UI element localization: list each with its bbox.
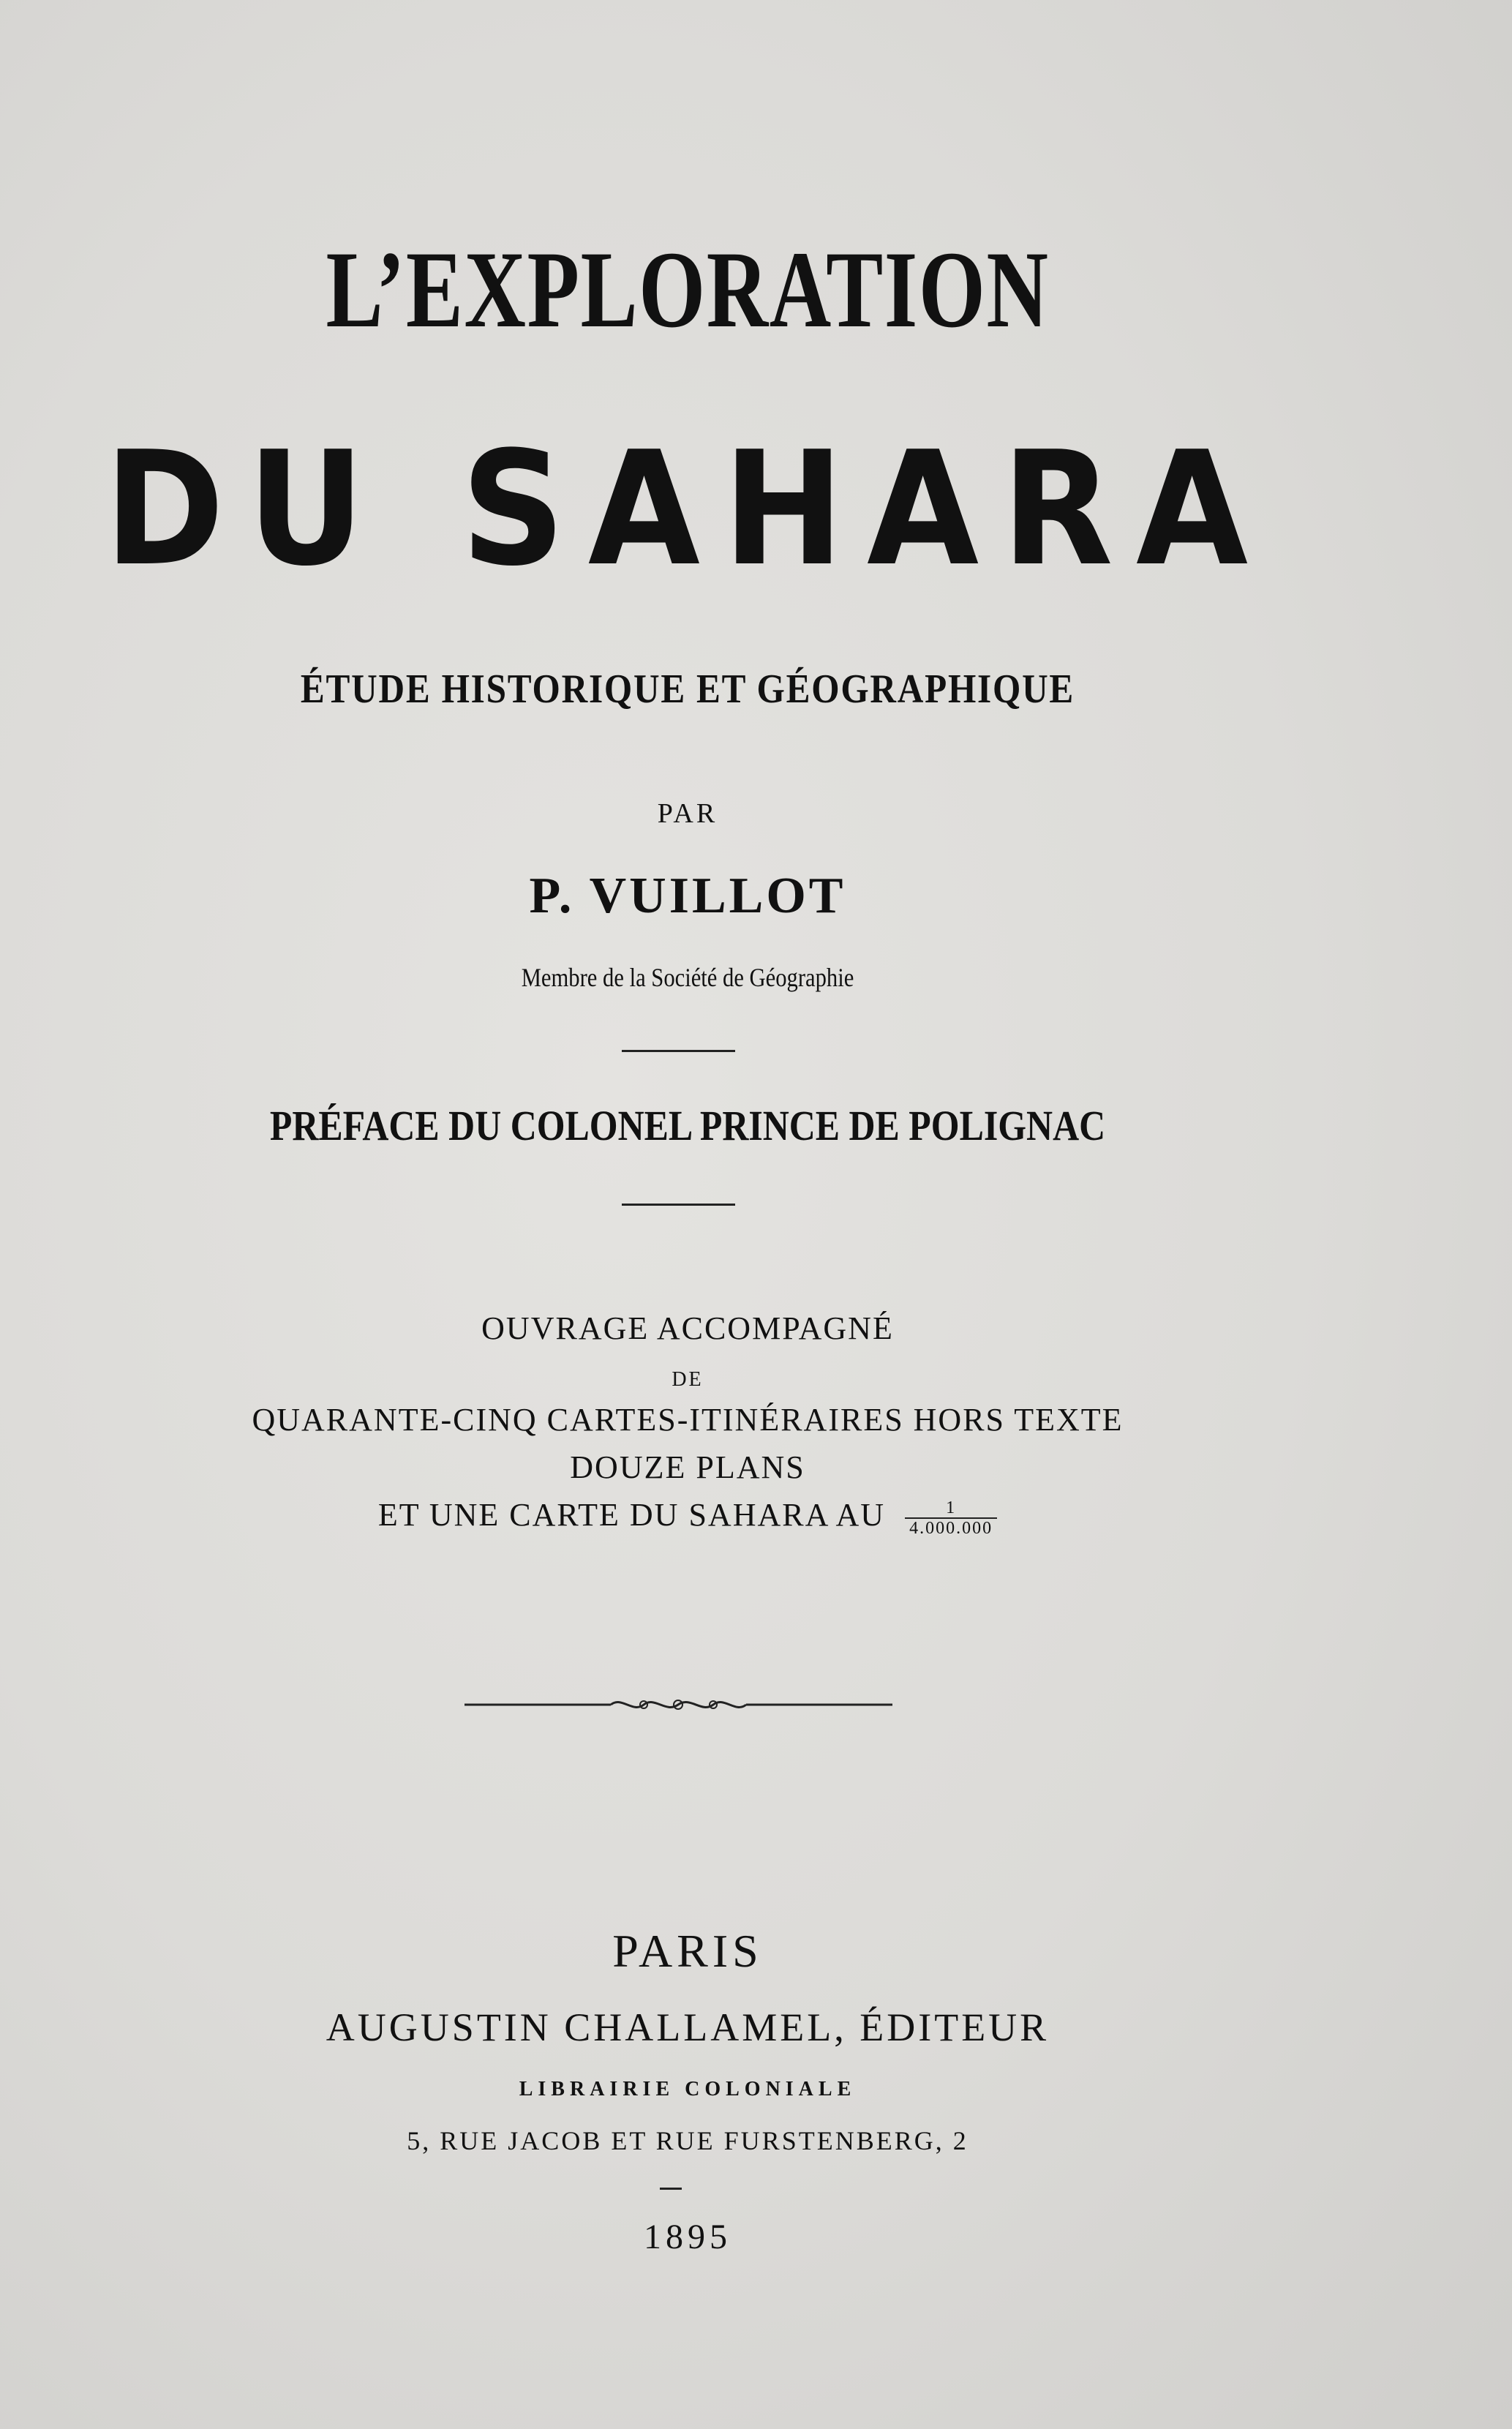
subtitle: ÉTUDE HISTORIQUE ET GÉOGRAPHIQUE [300, 667, 1075, 712]
divider-rule [622, 1204, 735, 1206]
divider-rule [622, 1050, 735, 1052]
imprint-publisher: AUGUSTIN CHALLAMEL, ÉDITEUR [326, 2005, 1050, 2049]
by-label: PAR [657, 798, 718, 829]
contents-line-5-text: ET UNE CARTE DU SAHARA AU [377, 1497, 886, 1533]
contents-line-1: OUVRAGE ACCOMPAGNÉ [481, 1310, 894, 1346]
contents-line-3: QUARANTE-CINQ CARTES-ITINÉRAIRES HORS TEXTE [252, 1402, 1124, 1438]
contents-line-4: DOUZE PLANS [570, 1449, 805, 1485]
scale-denominator: 4.000.000 [909, 1518, 993, 1538]
ornament-flourish [464, 1690, 892, 1719]
title-line-2: DU SAHARA [104, 417, 1271, 601]
imprint-bookstore: LIBRAIRIE COLONIALE [519, 2078, 857, 2100]
contents-line-5 [0, 1496, 1375, 1538]
author-affiliation: Membre de la Société de Géographie [521, 963, 854, 992]
divider-rule [660, 2188, 682, 2190]
title-line-1: L’EXPLORATION [326, 229, 1050, 350]
imprint-city: PARIS [612, 1925, 763, 1977]
contents-line-2: DE [672, 1368, 704, 1391]
imprint-year: 1895 [644, 2218, 731, 2256]
map-scale-fraction [905, 1498, 997, 1538]
author-name: P. VUILLOT [529, 868, 846, 924]
imprint-address: 5, RUE JACOB ET RUE FURSTENBERG, 2 [407, 2126, 968, 2155]
preface-line: PRÉFACE DU COLONEL PRINCE DE POLIGNAC [269, 1102, 1106, 1149]
scale-numerator: 1 [905, 1498, 997, 1519]
